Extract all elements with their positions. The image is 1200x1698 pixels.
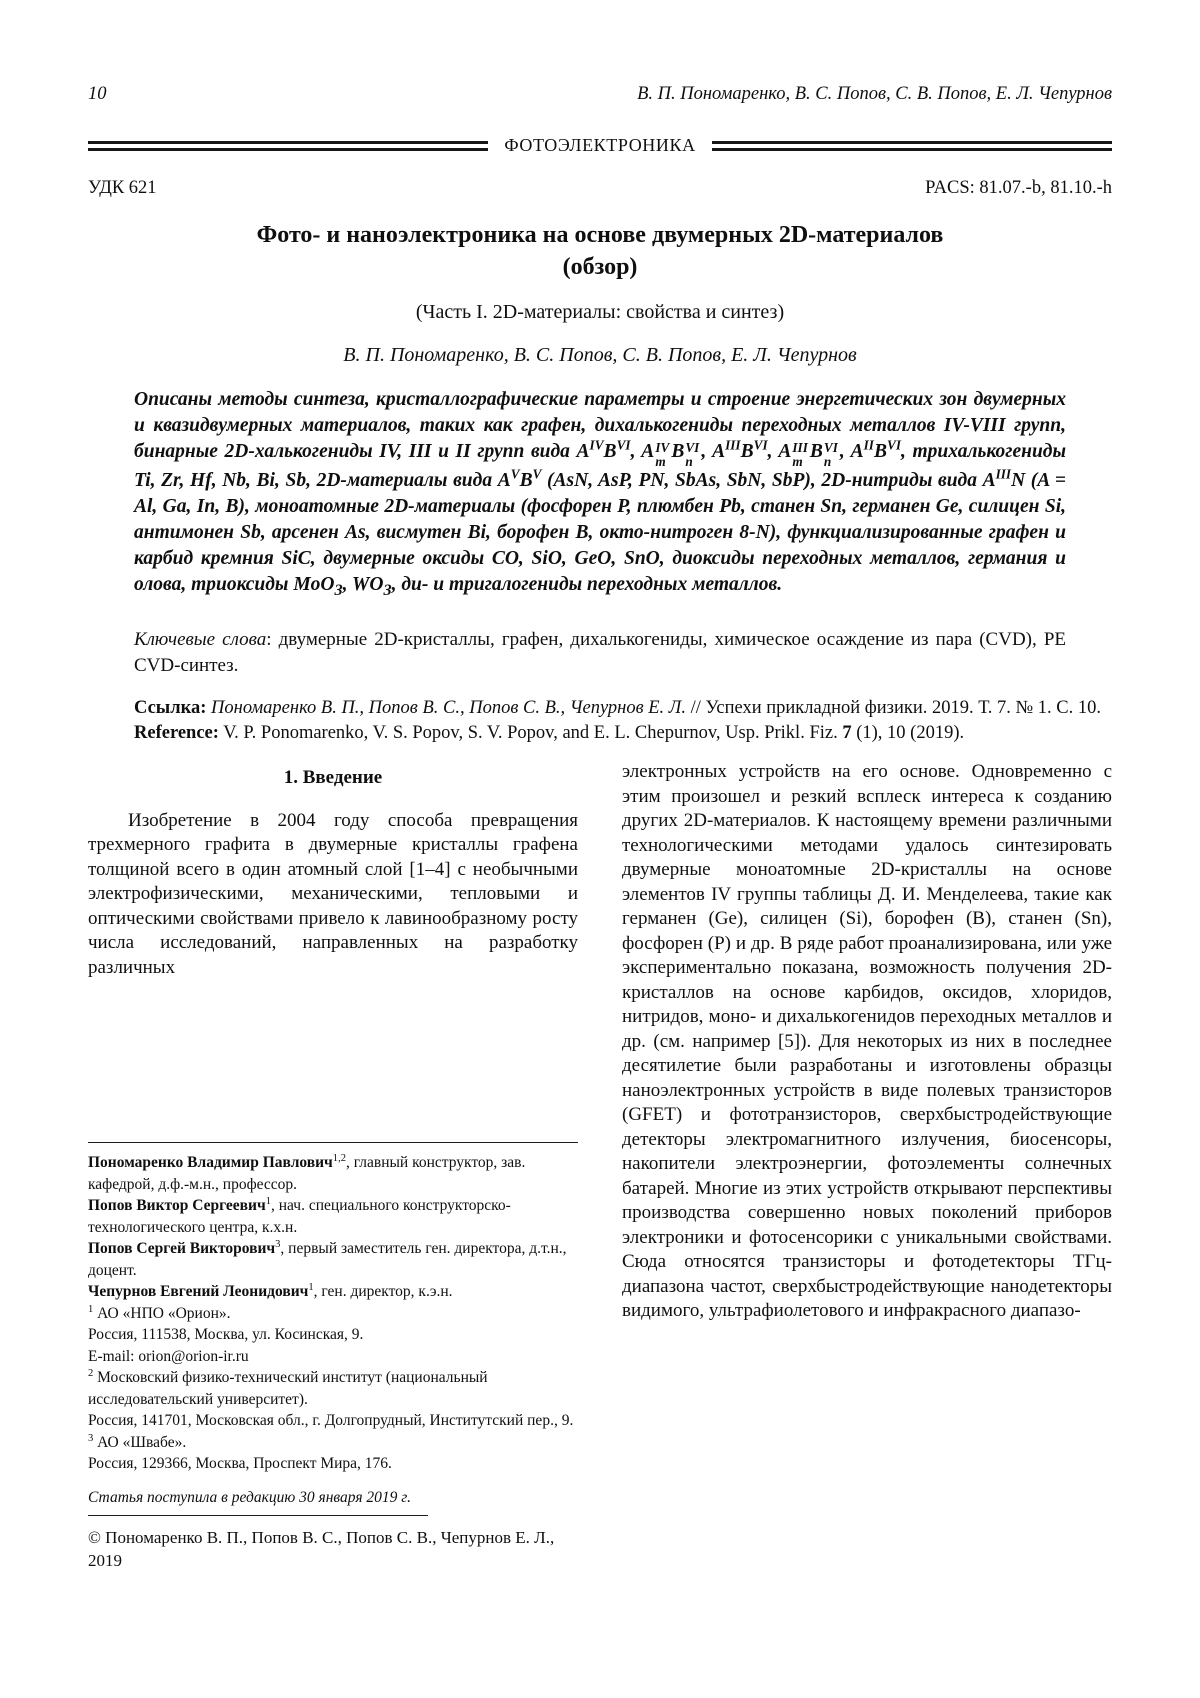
footnote-address xyxy=(88,1324,578,1346)
footnote-person-role: , главный конструктор, зав. кафедрой, д.ф.-м.н., профессор. xyxy=(88,1154,526,1193)
section-heading-introduction: 1. Введение xyxy=(283,767,383,789)
footnote-person-role: , нач. специального конструкторско-технологического центра, к.х.н. xyxy=(88,1197,511,1236)
banner-rule-right xyxy=(712,141,1112,151)
affiliation-text: Россия, 141701, Московская обл., г. Долгопрудный, Институтский пер., 9. xyxy=(88,1412,574,1430)
two-column-body xyxy=(88,760,1112,1572)
citation-ru-authors: Пономаренко В. П., Попов В. С., Попов С. В., Чепурнов Е. Л. xyxy=(206,698,686,719)
citation-en-label: Reference: xyxy=(134,723,219,744)
citation-en-post: (1), 10 (2019). xyxy=(851,723,965,744)
affiliation-text: Россия, 111538, Москва, ул. Косинская, 9. xyxy=(88,1326,364,1344)
article-title-line2: (обзор) xyxy=(562,254,638,281)
keywords xyxy=(134,627,1066,679)
copyright-rule xyxy=(88,1515,428,1516)
affiliation-text: АО «НПО «Орион». xyxy=(93,1304,231,1322)
authors-line: В. П. Пономаренко, В. С. Попов, С. В. Попов, Е. Л. Чепурнов xyxy=(343,343,857,366)
affiliation-marker: 1 xyxy=(88,1303,94,1315)
right-column xyxy=(622,760,1112,1572)
affiliation-marker: 2 xyxy=(88,1368,94,1380)
running-authors: В. П. Пономаренко, В. С. Попов, С. В. Попов, Е. Л. Чепурнов xyxy=(637,84,1112,104)
running-header xyxy=(88,84,1112,105)
footnote-affiliation xyxy=(88,1432,578,1454)
citation-english xyxy=(134,721,1112,746)
pacs-code: PACS: 81.07.-b, 81.10.-h xyxy=(925,178,1112,198)
citation-russian xyxy=(134,696,1112,721)
banner-rule-left xyxy=(88,141,488,151)
footnote-address xyxy=(88,1410,578,1432)
citation-en-pre: V. P. Ponomarenko, V. S. Popov, S. V. Popov, and E. L. Chepurnov, Usp. Prikl. Fiz. xyxy=(218,723,843,744)
footnote-person-marker: 1 xyxy=(308,1282,314,1294)
footnote-person-marker: 1 xyxy=(265,1196,271,1208)
footnote-person xyxy=(88,1238,578,1281)
affiliation-text: Московский физико-технический институт (национальный исследовательский университет). xyxy=(88,1369,488,1408)
citation-en-volume: 7 xyxy=(842,723,852,744)
footnote-person-marker: 3 xyxy=(275,1239,281,1251)
keywords-text: : двумерные 2D-кристаллы, графен, дихалькогениды, химическое осаждение из пара (CVD), PE CVD-синтез. xyxy=(134,629,1066,677)
right-column-paragraph: электронных устройств на его основе. Одновременно с этим произошел и резкий всплеск интереса к созданию других 2D-материалов. К настоящему времени различными технологическими методами удалось синтезировать двумерные моноатомные 2D-кристаллы на основе элементов IV группы таблицы Д. И. Менделеева, такие как германен (Ge), силицен (Si), борофен (B), станен (Sn), фосфорен (P) и др. В ряде работ проанализирована, или уже экспериментально показана, возможность получения 2D-кристаллов на основе карбидов, оксидов, хлоридов, нитридов, моно- и дихалькогенидов переходных металлов и др. (см. например [5]). Для некоторых из них в последнее десятилетие были разработаны и изготовлены образцы наноэлектронных устройств в виде полевых транзисторов (GFET) и фототранзисторов, сверхбыстродействующие детекторы электромагнитного излучения, биосенсоры, накопители электроэнергии, фотоэлементы солнечных батарей. Многие из этих устройств открывают перспективы производства совершенно новых поколений приборов электроники и фотосенсорики с уникальными свойствами. Сюда относятся транзисторы и фотодетекторы ТГц-диапазона частот, сверхбыстродействующие нанодетекторы видимого, ультрафиолетового и инфракрасного диапазо- xyxy=(622,761,1112,1322)
footnote-person-name: Попов Виктор Сергеевич xyxy=(88,1197,266,1215)
email-text: E-mail: orion@orion-ir.ru xyxy=(88,1347,249,1365)
footnote-person xyxy=(88,1152,578,1195)
footnote-rule xyxy=(88,1142,578,1143)
footnote-person-name: Пономаренко Владимир Павлович xyxy=(88,1154,333,1172)
footnote-person-marker: 1,2 xyxy=(332,1153,346,1165)
keywords-label: Ключевые слова xyxy=(134,629,267,651)
citation-ru-label: Ссылка: xyxy=(134,698,207,719)
footnote-address xyxy=(88,1453,578,1475)
footnote-person-role: , первый заместитель ген. директора, д.т.н., доцент. xyxy=(88,1240,567,1279)
footnote-person xyxy=(88,1281,578,1303)
article-title xyxy=(88,219,1112,284)
citation-block xyxy=(134,696,1112,746)
section-banner xyxy=(88,135,1112,156)
footnote-affiliation xyxy=(88,1303,578,1325)
citation-ru-rest: // Успехи прикладной физики. 2019. Т. 7. № 1. С. 10. xyxy=(685,698,1101,719)
article-subtitle: (Часть I. 2D-материалы: свойства и синтез) xyxy=(415,300,785,323)
footnote-person xyxy=(88,1195,578,1238)
footnote-block xyxy=(88,1142,578,1572)
footnote-email xyxy=(88,1346,578,1368)
footnote-person-name: Попов Сергей Викторович xyxy=(88,1240,276,1258)
affiliation-marker: 3 xyxy=(88,1432,94,1444)
abstract: Описаны методы синтеза, кристаллографические параметры и строение энергетических зон двумерных и квазидвумерных материалов, таких как графен, дихалькогениды переходных металлов IV-VIII групп, бинарные 2D-халькогениды IV, III и II групп вида $A^{IV}B^{VI}$, A IV m B VI n , $A^{III}B^{VI}$, A III m B VI n , $A^{II}B^{VI}$, трихалькогениды Ti, Zr, Hf, Nb, Bi, Sb, 2D-материалы вида $A^VB^V$ (AsN, AsP, PN, SbAs, SbN, SbP), 2D-нитриды вида $A^{III}N$ (A = Al, Ga, In, B), моноатомные 2D-материалы (фосфорен P, плюмбен Pb, станен Sn, германен Ge, силицен Si, антимонен Sb, арсенен As, висмутен Bi, борофен B, окто-нитроген 8-N), функциализированные графен и карбид кремния SiC, двумерные оксиды CO, SiO, GeO, SnO, диоксиды переходных металлов, германия и олова, триоксиды MoO$_3$, $WO_3$, ди- и тригалогениды переходных металлов. xyxy=(134,388,1066,600)
section-banner-label: ФОТОЭЛЕКТРОНИКА xyxy=(504,135,696,155)
left-column xyxy=(88,760,578,1572)
udk-code: УДК 621 xyxy=(88,178,157,198)
affiliation-text: АО «Швабе». xyxy=(93,1433,187,1451)
received-date-line: Статья поступила в редакцию 30 января 2019 г. xyxy=(88,1488,412,1506)
affiliation-text: Россия, 129366, Москва, Проспект Мира, 176. xyxy=(88,1455,392,1473)
page-number: 10 xyxy=(88,84,107,104)
copyright-line: © Пономаренко В. П., Попов В. С., Попов С. В., Чепурнов Е. Л., 2019 xyxy=(88,1528,555,1571)
classification-codes xyxy=(88,178,1112,199)
article-title-line1: Фото- и наноэлектроника на основе двумерных 2D-материалов xyxy=(256,222,944,248)
footnote-person-role: , ген. директор, к.э.н. xyxy=(313,1283,453,1301)
intro-paragraph: Изобретение в 2004 году способа превращения трехмерного графита в двумерные кристаллы графена толщиной всего в один атомный слой [1–4] с необычными электрофизическими, механическими, тепловыми и оптическими свойствами привело к лавинообразному росту числа исследований, направленных на разработку различных xyxy=(88,809,578,978)
footnote-affiliation xyxy=(88,1367,578,1410)
footnote-person-name: Чепурнов Евгений Леонидович xyxy=(88,1283,309,1301)
